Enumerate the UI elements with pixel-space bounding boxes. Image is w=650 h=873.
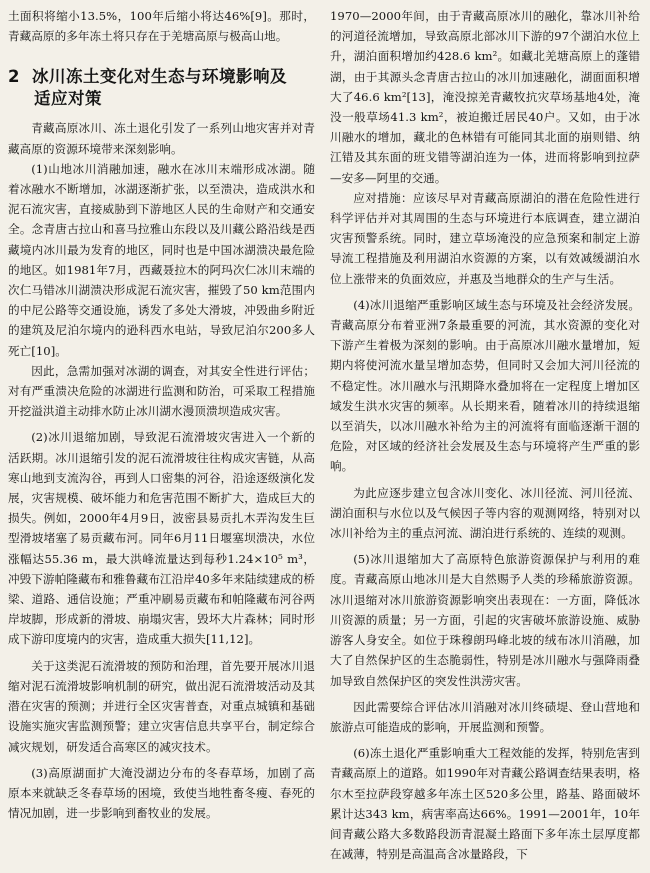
left-paragraph-4: (2)冰川退缩加剧，导致泥石流滑坡灾害进入一个新的活跃期。冰川退缩引发的泥石流滑坡往往构成灾害链，从高寒山地到支流沟谷，再到人口密集的河谷，沿途逐级演化发展，灾害规模、破坏能力和危害范围不断扩大，造成巨大的损失。例如，2000年4月9日，波密县易贡扎木弄沟发生巨型滑坡堵塞了易贡藏布河。同年6月11日堰塞坝溃决，水位涨幅达55.36 m，最大洪峰流量达到每秒1.24×10⁵ m³，冲毁下游帕隆藏布和雅鲁藏布江沿岸40多年来陆续建成的桥梁、道路、通信设施；严重冲刷易贡藏布和帕隆藏布河谷两岸坡脚，形成新的滑坡、崩塌灾害，毁坏大片森林；同时形成下游印度境内的灾害，造成重大损失[11,12]。 [8,430,315,647]
right-column [330,6,640,864]
section-title-line2: 适应对策 [34,89,102,109]
right-paragraph-6: 因此需要综合评估冰川消融对冰川终碛堤、登山营地和旅游点可能造成的影响，开展监测和预警。 [330,699,640,734]
right-paragraph-2: 应对措施：应该尽早对青藏高原湖泊的潜在危险性进行科学评估并对其周围的生态与环境进行本底调查，建立湖泊灾害预警系统。同时，建立草场淹没的应急预案和制定上游导流工程措施及利用湖泊水资源的方案，以有效减缓湖泊水位上涨带来的负面效应，并惠及当地群众的生产与生活。 [330,190,640,286]
section-title-line1: 冰川冻土变化对生态与环境影响及 [31,67,287,87]
left-paragraph-5: 关于这类泥石流滑坡的预防和治理，首先要开展冰川退缩对泥石流滑坡影响机制的研究，做出泥石流滑坡活动及其潜在灾害的预测；并进行全区灾害普查，对重点城镇和基础设施实施灾害监测预警；建立灾害信息共享平台，制定综合减灾规划，研发适合高寒区的减灾技术。 [8,658,315,754]
left-paragraph-6: (3)高原湖面扩大淹没湖边分布的冬春草场，加剧了高原本来就缺乏冬春草场的困境，致使当地牲畜冬瘦、春死的情况加剧，进一步影响到畜牧业的发展。 [8,765,315,821]
right-paragraph-5: (5)冰川退缩加大了高原特色旅游资源保护与利用的难度。青藏高原山地冰川是大自然赐予人类的珍稀旅游资源。冰川退缩对冰川旅游资源影响突出表现在：一方面，降低冰川资源的质量；另一方面，引起的灾害破坏旅游设施、威胁游客人身安全。如位于珠穆朗玛峰北坡的绒布冰川消融，加大了自然保护区的生态脆弱性，特别是冰川融水与强降雨叠加导致自然保护区的突发性洪涝灾害。 [330,552,640,688]
section-heading [8,66,315,110]
right-paragraph-7: (6)冻土退化严重影响重大工程效能的发挥，特别危害到青藏高原上的道路。如1990年对青藏公路调查结果表明，格尔木至拉萨段穿越多年冻土区520多公里，路基、路面破坏累计达343 km，病害率高达66%。1991—2001年，10年间青藏公路大多数路段沥青混凝土路面下多年冻土层厚度都在减薄，特别是高温高含冰量路段，下 [330,746,640,862]
left-paragraph-2: (1)山地冰川消融加速，融水在冰川末端形成冰湖。随着冰融水不断增加，冰湖逐渐扩张，以至溃决，造成洪水和泥石流灾害，直接威胁到下游地区人民的生命财产和交通安全。念青唐古拉山和喜马拉雅山东段以及川藏公路沿线是西藏境内冰川最为发育的地区，同时也是中国冰湖溃决最危险的地区。如1981年7月，西藏聂拉木的阿玛次仁冰川末端的次仁马错冰川湖溃决形成泥石流灾害，摧毁了50 km范围内的中尼公路等交通设施，诱发了多处大滑坡，冲毁曲乡附近的建筑及尼泊尔境内的逊科西水电站，导致尼泊尔200多人死亡[10]。 [8,161,315,358]
right-paragraph-4: 为此应逐步建立包含冰川变化、冰川径流、河川径流、湖泊面积与水位以及气候因子等内容的观测网络，特别对以冰川补给为主的重点河流、湖泊进行系统的、连续的观测。 [330,485,640,541]
right-paragraph-3: (4)冰川退缩严重影响区域生态与环境及社会经济发展。青藏高原分布着亚洲7条最重要的河流，其水资源的变化对下游产生着极为深刻的影响。由于高原冰川融水量增加，短期内将使河流水量呈增加态势，但同时又会加大河川径流的不稳定性。冰川融水与汛期降水叠加将在一定程度上增加区域发生洪水灾害的频率。从长期来看，随着冰川的持续退缩以至消失，以冰川融水补给为主的河流将有面临逐渐干涸的危险，对区域的经济社会发展及生态与环境将产生严重的影响。 [330,297,640,474]
left-paragraph-3: 因此，急需加强对冰湖的调查，对其安全性进行评估；对有严重溃决危险的冰湖进行监测和防治，可采取工程措施开挖溢洪道主动排水防止冰川湖水漫顶溃坝造成灾害。 [8,363,315,419]
left-paragraph-1: 青藏高原冰川、冻土退化引发了一系列山地灾害并对青藏高原的资源环境带来深刻影响。 [8,121,315,156]
left-column [8,6,315,823]
right-paragraph-1: 1970—2000年间，由于青藏高原冰川的融化，靠冰川补给的河道径流增加，导致高原北部冰川下游的97个湖泊水位上升，湖泊面积增加约428.6 km²。如藏北羌塘高原上的蓬错湖，由于其源头念青唐古拉山的冰川加速融化，湖面面积增大了46.6 km²[13]，淹没掠羌青藏牧抗灾草场基地4处，淹没一般草场41.3 km²，被迫搬迁居民40户。又如，由于冰川融水的增加，藏北的色林错有可能同其北面的崩则错、纳江错及其东面的班戈错等湖泊连为一体，进而将影响到拉萨—安多—阿里的交通。 [330,9,640,185]
section-number: 2 [8,67,20,87]
left-intro-paragraph: 土面积将缩小13.5%，100年后缩小将达46%[9]。那时，青藏高原的多年冻土将只存在于羌塘高原与极高山地。 [8,9,315,44]
